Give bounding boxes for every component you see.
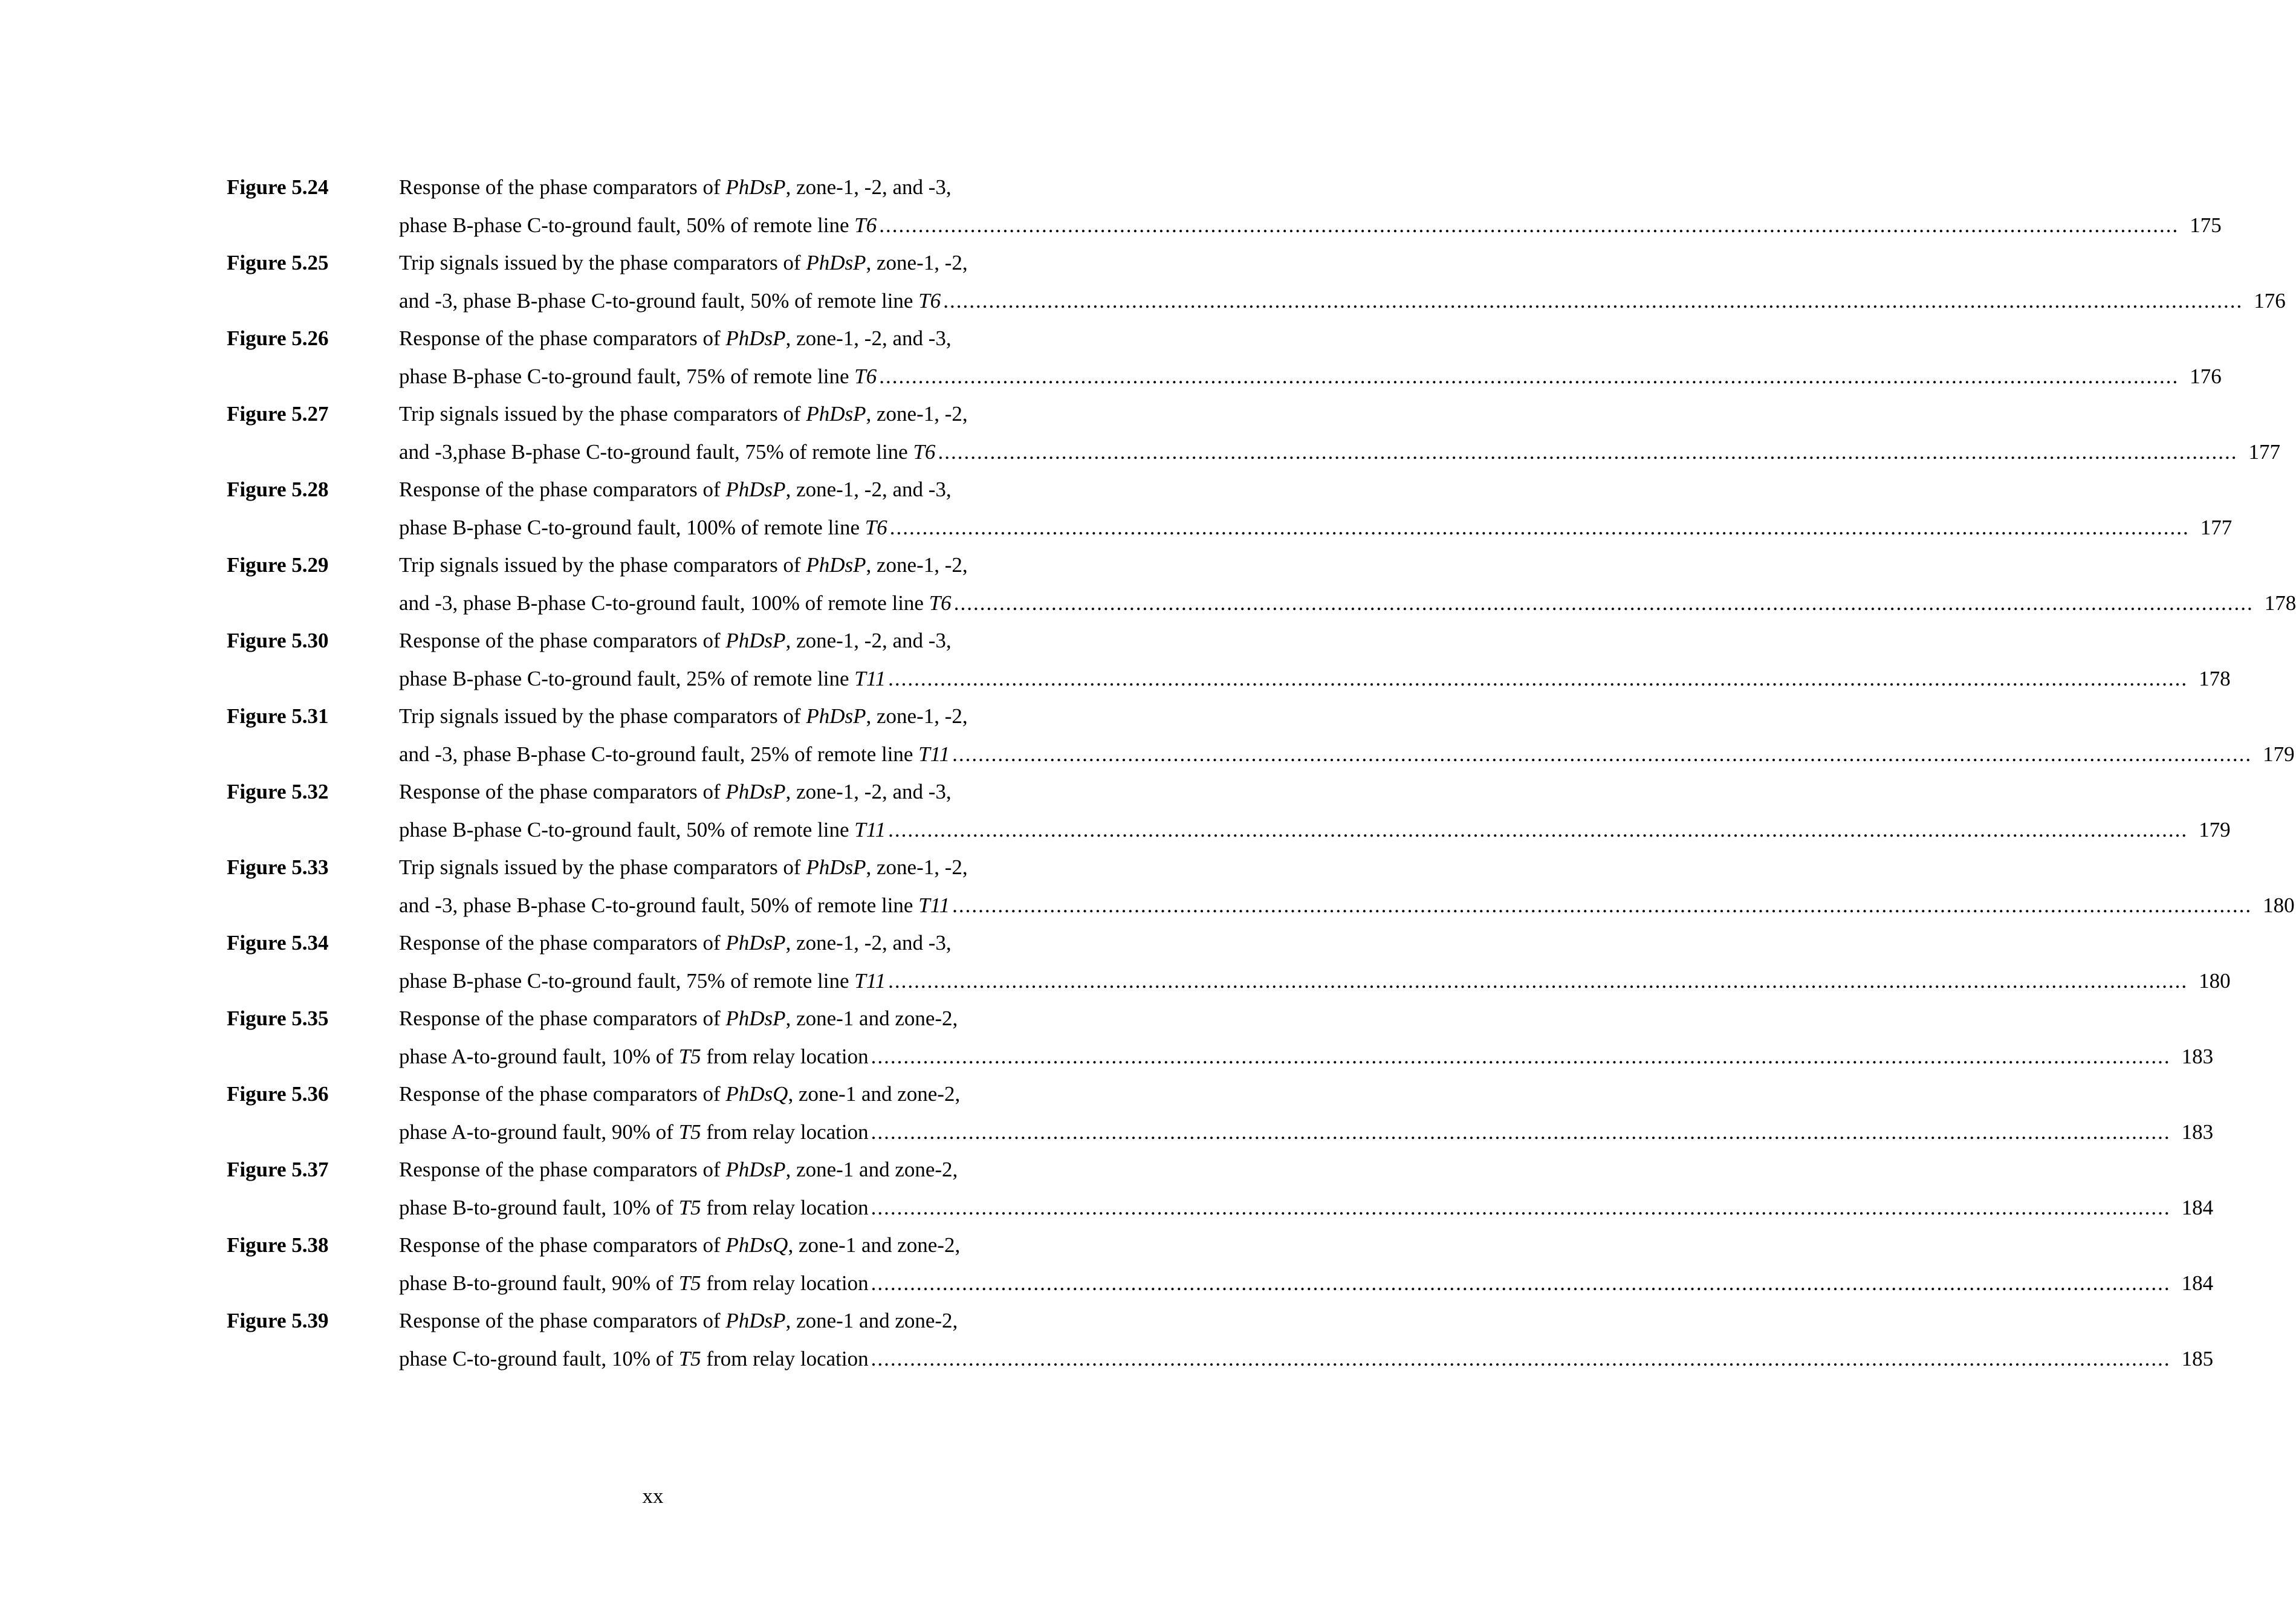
figure-number: Figure 5.27 <box>227 402 329 426</box>
dot-leader: ........................................................................................................................................................................................................ <box>952 742 2252 766</box>
dot-leader: ........................................................................................................................................................................................................ <box>888 818 2188 842</box>
caption-line-2: phase B-to-ground fault, 10% of T5 from relay location ........................................................................................................................................................................................................ 184 <box>399 1193 1077 1223</box>
page-reference: 176 <box>2254 289 2286 313</box>
caption-line-1: Response of the phase comparators of PhDsP, zone-1 and zone-2, <box>399 1158 958 1181</box>
dot-leader: ........................................................................................................................................................................................................ <box>943 289 2243 313</box>
dot-leader: ........................................................................................................................................................................................................ <box>953 591 2254 615</box>
dot-leader: ........................................................................................................................................................................................................ <box>871 1271 2171 1295</box>
page-reference: 179 <box>2263 742 2295 766</box>
caption-line-2: phase B-phase C-to-ground fault, 25% of remote line T11 ........................................................................................................................................................................................................ 178 <box>399 664 1077 694</box>
figure-number: Figure 5.36 <box>227 1082 329 1106</box>
caption-line-1: Response of the phase comparators of PhDsP, zone-1, -2, and -3, <box>399 326 952 350</box>
dot-leader: ........................................................................................................................................................................................................ <box>938 440 2238 464</box>
caption-line-2: phase B-phase C-to-ground fault, 50% of remote line T11 ........................................................................................................................................................................................................ 179 <box>399 815 1077 845</box>
toc-entry <box>0 1004 2214 1080</box>
dot-leader: ........................................................................................................................................................................................................ <box>952 893 2252 917</box>
figure-number: Figure 5.35 <box>227 1007 329 1030</box>
figure-number: Figure 5.37 <box>227 1158 329 1181</box>
toc-entry <box>0 777 2231 853</box>
toc-entry <box>0 626 2231 702</box>
figure-number: Figure 5.33 <box>227 855 329 879</box>
toc-entry <box>0 550 2296 626</box>
page-reference: 176 <box>2190 365 2222 388</box>
caption-line-2: phase C-to-ground fault, 10% of T5 from relay location ........................................................................................................................................................................................................ 185 <box>399 1344 1077 1374</box>
toc-entry <box>0 248 2286 324</box>
page-reference: 184 <box>2181 1196 2214 1219</box>
dot-leader: ........................................................................................................................................................................................................ <box>879 365 2179 388</box>
caption-line-1: Response of the phase comparators of PhDsP, zone-1, -2, and -3, <box>399 931 952 955</box>
caption-line-2: phase A-to-ground fault, 90% of T5 from relay location ........................................................................................................................................................................................................ 183 <box>399 1117 1077 1147</box>
page-reference: 183 <box>2181 1045 2214 1068</box>
toc-entry <box>0 928 2231 1004</box>
figure-number: Figure 5.32 <box>227 780 329 803</box>
caption-line-1: Trip signals issued by the phase comparators of PhDsP, zone-1, -2, <box>399 402 968 426</box>
caption-line-1: Trip signals issued by the phase comparators of PhDsP, zone-1, -2, <box>399 704 968 728</box>
caption-line-2: phase B-to-ground fault, 90% of T5 from relay location ........................................................................................................................................................................................................ 184 <box>399 1268 1077 1299</box>
caption-line-2: phase A-to-ground fault, 10% of T5 from relay location ........................................................................................................................................................................................................ 183 <box>399 1042 1077 1072</box>
figure-number: Figure 5.25 <box>227 251 329 274</box>
page-reference: 178 <box>2199 667 2231 690</box>
figure-number: Figure 5.26 <box>227 326 329 350</box>
toc-entry <box>0 475 2233 551</box>
caption-line-2: phase B-phase C-to-ground fault, 75% of remote line T6 ........................................................................................................................................................................................................ 176 <box>399 362 1077 392</box>
figure-number: Figure 5.30 <box>227 629 329 652</box>
page-reference: 179 <box>2199 818 2231 842</box>
page-reference: 185 <box>2181 1347 2214 1370</box>
figure-number: Figure 5.34 <box>227 931 329 955</box>
caption-line-2: phase B-phase C-to-ground fault, 50% of remote line T6 ........................................................................................................................................................................................................ 175 <box>399 210 1077 241</box>
caption-line-2: and -3, phase B-phase C-to-ground fault, 25% of remote line T11 ........................................................................................................................................................................................................ 179 <box>399 739 1077 770</box>
dot-leader: ........................................................................................................................................................................................................ <box>888 667 2188 690</box>
caption-line-1: Trip signals issued by the phase comparators of PhDsP, zone-1, -2, <box>399 251 968 274</box>
page-reference: 183 <box>2181 1120 2214 1144</box>
figure-number: Figure 5.28 <box>227 478 329 501</box>
dot-leader: ........................................................................................................................................................................................................ <box>879 213 2179 237</box>
dot-leader: ........................................................................................................................................................................................................ <box>889 516 2190 539</box>
caption-line-1: Trip signals issued by the phase comparators of PhDsP, zone-1, -2, <box>399 553 968 577</box>
figure-number: Figure 5.38 <box>227 1233 329 1257</box>
caption-line-1: Trip signals issued by the phase comparators of PhDsP, zone-1, -2, <box>399 855 968 879</box>
dot-leader: ........................................................................................................................................................................................................ <box>871 1120 2171 1144</box>
figure-number: Figure 5.39 <box>227 1309 329 1332</box>
caption-line-2: and -3, phase B-phase C-to-ground fault, 100% of remote line T6 ........................................................................................................................................................................................................ 178 <box>399 588 1077 618</box>
figure-number: Figure 5.29 <box>227 553 329 577</box>
page-reference: 180 <box>2199 969 2231 993</box>
toc-entry <box>0 1155 2214 1231</box>
caption-line-1: Response of the phase comparators of PhDsP, zone-1 and zone-2, <box>399 1007 958 1030</box>
caption-line-2: and -3, phase B-phase C-to-ground fault, 50% of remote line T11 ........................................................................................................................................................................................................ 180 <box>399 890 1077 921</box>
dot-leader: ........................................................................................................................................................................................................ <box>871 1347 2171 1370</box>
figure-number: Figure 5.24 <box>227 175 329 199</box>
toc-entry <box>0 1230 2214 1306</box>
page-reference: 184 <box>2181 1271 2214 1295</box>
dot-leader: ........................................................................................................................................................................................................ <box>871 1045 2171 1068</box>
dot-leader: ........................................................................................................................................................................................................ <box>871 1196 2171 1219</box>
caption-line-1: Response of the phase comparators of PhDsP, zone-1 and zone-2, <box>399 1309 958 1332</box>
toc-entry <box>0 399 2280 475</box>
caption-line-2: and -3,phase B-phase C-to-ground fault, 75% of remote line T6 ........................................................................................................................................................................................................ 177 <box>399 437 1077 467</box>
toc-entry <box>0 172 2222 248</box>
toc-entry <box>0 1306 2214 1382</box>
toc-entry <box>0 852 2295 929</box>
caption-line-1: Response of the phase comparators of PhDsP, zone-1, -2, and -3, <box>399 175 952 199</box>
page-number: xx <box>642 1484 664 1508</box>
caption-line-2: and -3, phase B-phase C-to-ground fault, 50% of remote line T6 ........................................................................................................................................................................................................ 176 <box>399 286 1077 316</box>
caption-line-1: Response of the phase comparators of PhDsP, zone-1, -2, and -3, <box>399 629 952 652</box>
caption-line-1: Response of the phase comparators of PhDsQ, zone-1 and zone-2, <box>399 1082 961 1106</box>
toc-entry <box>0 701 2295 777</box>
page-reference: 177 <box>2248 440 2280 464</box>
figure-number: Figure 5.31 <box>227 704 329 728</box>
page-reference: 178 <box>2264 591 2296 615</box>
caption-line-2: phase B-phase C-to-ground fault, 100% of remote line T6 ........................................................................................................................................................................................................ 177 <box>399 513 1077 543</box>
dot-leader: ........................................................................................................................................................................................................ <box>888 969 2188 993</box>
caption-line-1: Response of the phase comparators of PhDsP, zone-1, -2, and -3, <box>399 478 952 501</box>
caption-line-1: Response of the phase comparators of PhDsQ, zone-1 and zone-2, <box>399 1233 961 1257</box>
caption-line-2: phase B-phase C-to-ground fault, 75% of remote line T11 ........................................................................................................................................................................................................ 180 <box>399 966 1077 996</box>
page-reference: 175 <box>2190 213 2222 237</box>
page-reference: 180 <box>2263 893 2295 917</box>
caption-line-1: Response of the phase comparators of PhDsP, zone-1, -2, and -3, <box>399 780 952 803</box>
toc-entry <box>0 1079 2214 1155</box>
page-reference: 177 <box>2200 516 2233 539</box>
toc-entry <box>0 323 2222 400</box>
